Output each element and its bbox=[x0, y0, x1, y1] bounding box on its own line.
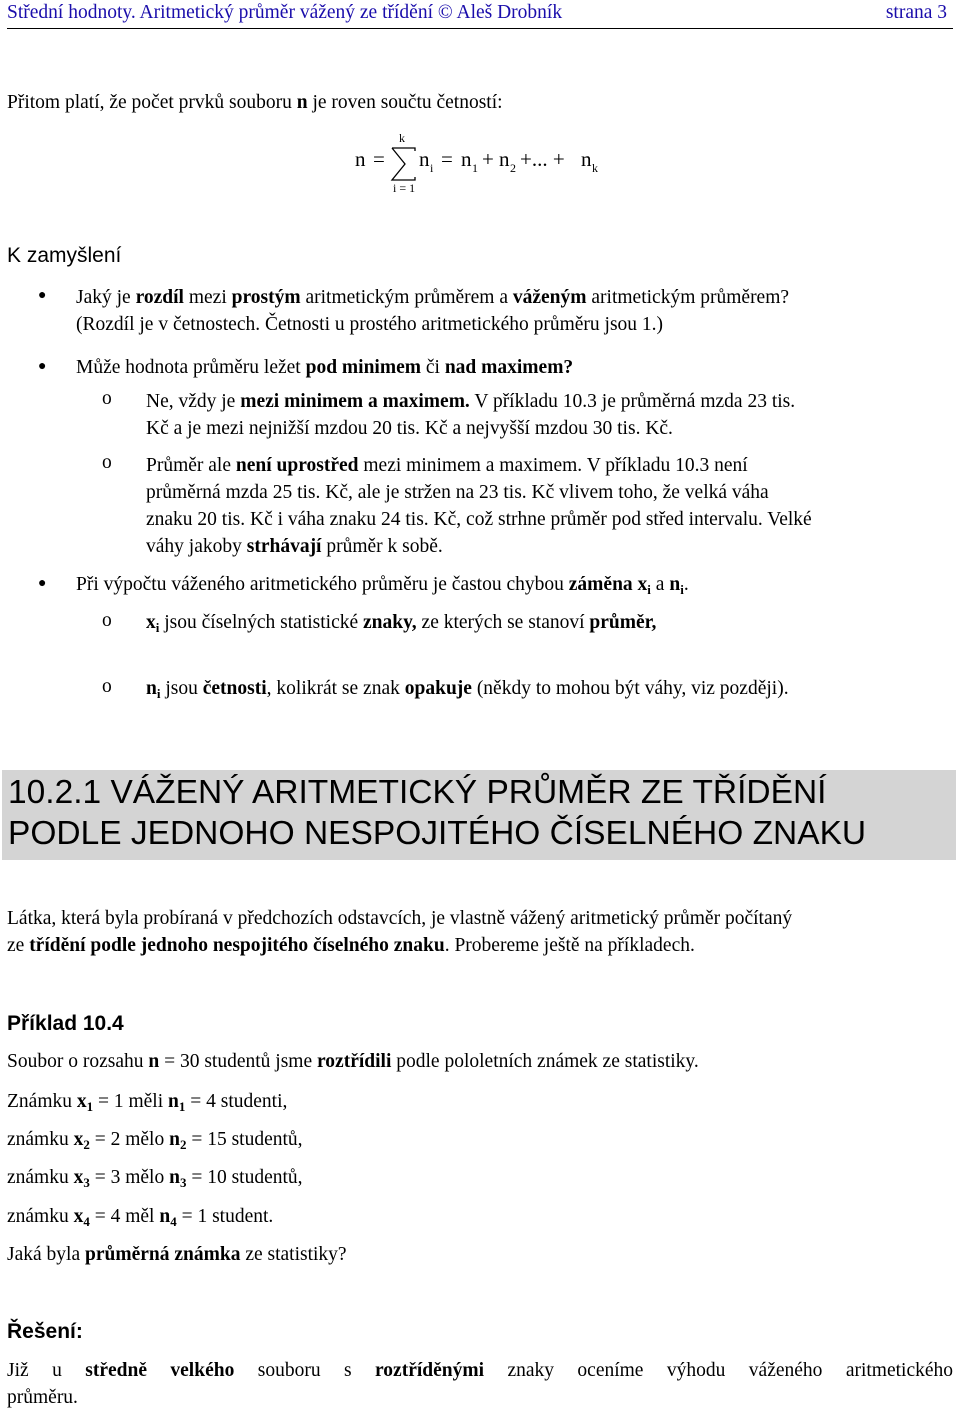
solution-title: Řešení: bbox=[7, 1320, 83, 1343]
sub-1-line-1: Ne, vždy je mezi minimem a maximem. V příkladu 10.3 je průměrná mzda 23 tis. bbox=[146, 391, 796, 412]
formula-t2-sub: 2 bbox=[510, 161, 516, 175]
section-heading bbox=[2, 770, 956, 860]
formula-t1-sub: 1 bbox=[472, 161, 478, 175]
section-paragraph-line-2: ze třídění podle jednoho nespojitého číselného znaku. Probereme ještě na příkladech. bbox=[7, 935, 695, 956]
formula-lhs: n bbox=[355, 147, 366, 171]
header-title[interactable]: Střední hodnoty. Aritmetický průměr vážený ze třídění © Aleš Drobník bbox=[7, 2, 563, 23]
example-row: známku $x_3 = 3$ mělo $n_3 = 10$ studentů, bbox=[7, 1167, 303, 1190]
intro-paragraph bbox=[7, 89, 953, 116]
sum-formula bbox=[355, 130, 615, 196]
bullet-1-line-1: Jaký je rozdíl mezi prostým aritmetickým průměrem a váženým aritmetickým průměrem? bbox=[76, 287, 790, 308]
formula-t1: n bbox=[461, 147, 472, 171]
sub-2-line-3: znaku 20 tis. Kč i váha znaku 24 tis. Kč, což strhne průměr pod střed intervalu. Velké bbox=[146, 509, 812, 530]
sub-3-text: $x_i$ jsou číselných statistické znaky, ze kterých se stanoví průměr, bbox=[146, 612, 657, 635]
bullet-1-line-2: (Rozdíl je v četnostech. Četnosti u prostého aritmetického průměru jsou 1.) bbox=[76, 314, 664, 335]
intro-text-pre: Přitom platí, že počet prvků souboru bbox=[7, 92, 297, 113]
intro-text-post: je roven součtu četností: bbox=[307, 92, 503, 113]
section-paragraph-line-1: Látka, která byla probíraná v předchozích odstavcích, je vlastně vážený aritmetický průměr počítaný bbox=[7, 908, 793, 929]
page-header bbox=[7, 2, 953, 29]
example-title: Příklad 10.4 bbox=[7, 1012, 124, 1035]
section-paragraph bbox=[7, 905, 953, 959]
sigma-icon bbox=[392, 148, 415, 180]
formula-sum-bottom: i = 1 bbox=[393, 181, 416, 195]
formula-term-sub: i bbox=[430, 161, 434, 175]
example-row: Známku $x_1 = 1$ měli $n_1 = 4$ studenti, bbox=[7, 1091, 288, 1114]
solution-line-1: Již u středně velkého souboru s roztříděnými znaky oceníme výhodu váženého aritmetického bbox=[7, 1360, 954, 1381]
formula-tk: n bbox=[581, 147, 592, 171]
sub-4-text: $n_i$ jsou četnosti, kolikrát se znak opakuje (někdy to mohou být váhy, viz později). bbox=[146, 678, 789, 701]
formula-tk-sub: k bbox=[592, 161, 598, 175]
formula-dots: +... + bbox=[520, 147, 565, 171]
formula-plus: + bbox=[482, 147, 494, 171]
sub-2-line-4: váhy jakoby strhávají průměr k sobě. bbox=[146, 536, 443, 557]
circle-bullet-icon: o bbox=[102, 676, 112, 697]
formula-eq1: = bbox=[373, 147, 385, 171]
sub-1-line-2: Kč a je mezi nejnižší mzdou 20 tis. Kč a nejvyšší mzdou 30 tis. Kč. bbox=[146, 418, 673, 439]
formula-term: n bbox=[419, 147, 430, 171]
formula-t2: n bbox=[499, 147, 510, 171]
circle-bullet-icon: o bbox=[102, 610, 112, 631]
example-intro: Soubor o rozsahu n = 30 studentů jsme roztřídili podle pololetních známek ze statistiky. bbox=[7, 1051, 699, 1072]
example-row: známku $x_2 = 2$ mělo $n_2 = 15$ studentů, bbox=[7, 1129, 303, 1152]
header-page-number: strana 3 bbox=[885, 2, 947, 23]
formula-sum-top: k bbox=[399, 131, 405, 145]
bullet-3-text: Při výpočtu váženého aritmetického průměru je častou chybou záměna $x_i$ a $n_i$. bbox=[76, 574, 689, 597]
circle-bullet-icon: o bbox=[102, 452, 112, 473]
circle-bullet-icon: o bbox=[102, 388, 112, 409]
section-heading-line-1: 10.2.1 VÁŽENÝ ARITMETICKÝ PRŮMĚR ZE TŘÍDĚNÍ bbox=[8, 774, 827, 811]
section-heading-line-2: PODLE JEDNOHO NESPOJITÉHO ČÍSELNÉHO ZNAKU bbox=[8, 815, 867, 852]
intro-n: n bbox=[296, 92, 308, 113]
bullet-icon: ● bbox=[38, 288, 47, 303]
bullet-icon: ● bbox=[38, 359, 47, 374]
example-question: Jaká byla průměrná známka ze statistiky? bbox=[7, 1244, 347, 1265]
think-heading: K zamyšlení bbox=[7, 244, 122, 267]
sub-2-line-2: průměrná mzda 25 tis. Kč, ale je stržen na 23 tis. Kč vlivem toho, že velká váha bbox=[146, 482, 769, 503]
formula-eq2: = bbox=[441, 147, 453, 171]
example-row: známku $x_4 = 4$ měl $n_4 = 1$ student. bbox=[7, 1206, 274, 1229]
bullet-2-text: Může hodnota průměru ležet pod minimem či nad maximem? bbox=[76, 357, 574, 378]
sub-2-line-1: Průměr ale není uprostřed mezi minimem a maximem. V příkladu 10.3 není bbox=[146, 455, 748, 476]
solution-line-2: průměru. bbox=[7, 1387, 78, 1408]
bullet-icon: ● bbox=[38, 576, 47, 591]
